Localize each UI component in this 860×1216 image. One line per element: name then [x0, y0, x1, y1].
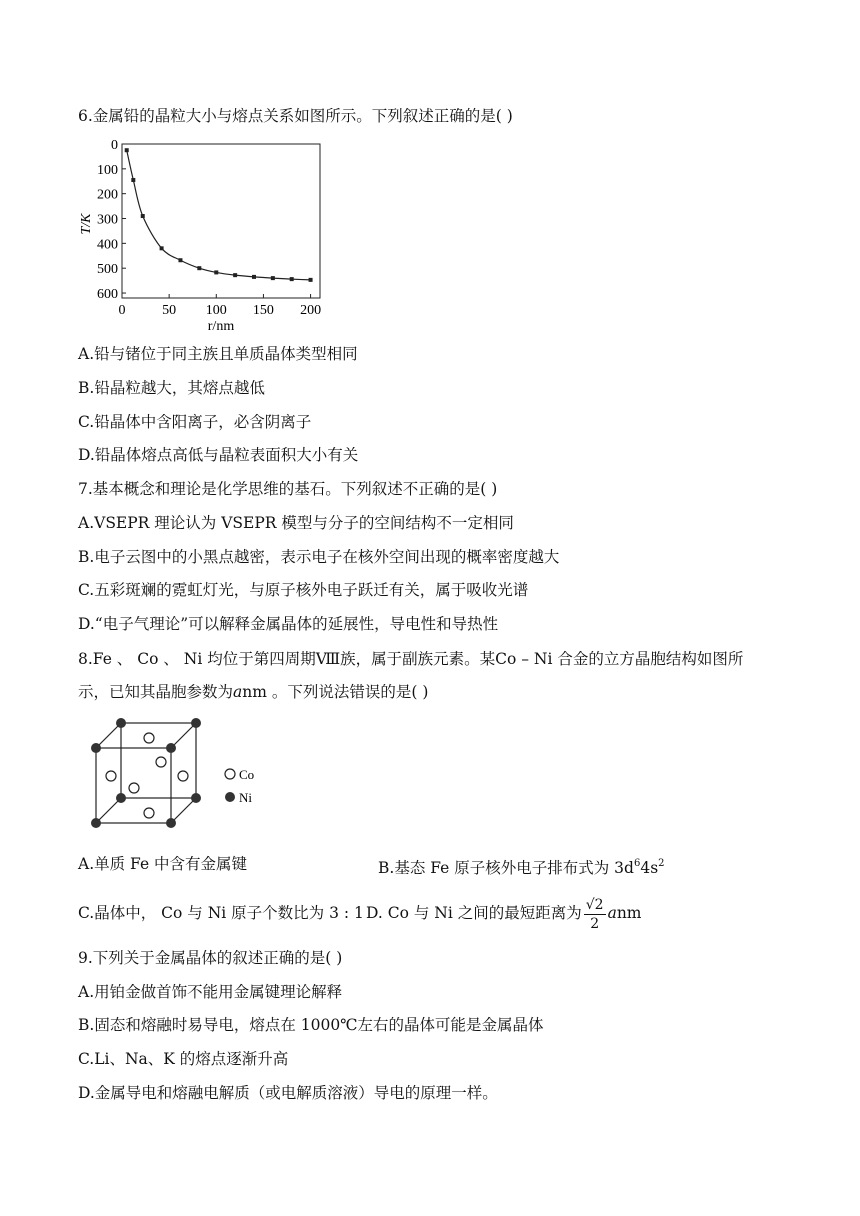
q6-option-c: C.铅晶体中含阳离子，必含阴离子	[78, 413, 312, 431]
ni-legend-label: Ni	[239, 790, 252, 805]
data-point	[178, 258, 182, 262]
q8-option-b-pre: B.基态 Fe 原子核外电子排布式为 3d	[378, 859, 634, 877]
data-point	[197, 266, 201, 270]
data-point	[271, 276, 275, 280]
q8-option-b-sup2: 2	[658, 858, 665, 869]
q8-option-d-post: nm	[616, 904, 642, 922]
q7-option-c: C.五彩斑斓的霓虹灯光，与原子核外电子跃迁有关，属于吸收光谱	[78, 581, 529, 599]
q8-option-d-var: a	[607, 904, 617, 922]
unit-cell-diagram	[84, 716, 284, 836]
q6-option-a: A.铅与锗位于同主族且单质晶体类型相同	[78, 345, 358, 363]
co-legend-icon	[225, 769, 235, 779]
data-point	[233, 273, 237, 277]
y-tick-label: 600	[97, 287, 118, 303]
q8-option-c: C.晶体中， Co 与 Ni 原子个数比为 3 : 1	[78, 904, 364, 922]
x-tick-label: 50	[162, 303, 177, 318]
y-tick-label: 200	[97, 187, 118, 203]
ni-legend-icon	[225, 792, 235, 802]
y-axis-label: T/K	[79, 213, 94, 235]
q8-option-d-pre: D. Co 与 Ni 之间的最短距离为	[366, 904, 582, 922]
q8-option-b-sup1: 6	[633, 858, 641, 869]
q8-option-b-mid: 4s	[640, 859, 659, 877]
data-point	[290, 277, 294, 281]
q7-stem: 7.基本概念和理论是化学思维的基石。下列叙述不正确的是( )	[78, 480, 498, 498]
x-tick-label: 100	[205, 303, 227, 318]
y-tick-label: 100	[97, 162, 118, 178]
y-tick-label: 0	[111, 138, 118, 153]
y-tick-label: 400	[97, 237, 118, 253]
q8-stem-pre: 示，已知其晶胞参数为	[78, 683, 234, 701]
y-tick-label: 300	[97, 212, 118, 228]
q8-stem-var: a	[233, 683, 243, 701]
data-point	[252, 275, 256, 279]
chart-frame	[122, 144, 320, 298]
x-tick-label: 0	[118, 303, 126, 318]
co-atoms	[106, 733, 188, 818]
q9-option-d: D.金属导电和熔融电解质（或电解质溶液）导电的原理一样。	[78, 1084, 498, 1102]
q9-option-a: A.用铂金做首饰不能用金属键理论解释	[78, 983, 343, 1001]
q9-option-c: C.Li、Na、K 的熔点逐渐升高	[78, 1050, 289, 1068]
q8-stem-line2	[78, 681, 428, 703]
q8-option-a: A.单质 Fe 中含有金属键	[78, 855, 248, 873]
q6-option-d: D.铅晶体熔点高低与晶粒表面积大小有关	[78, 446, 359, 464]
q8-option-d-num: √2	[585, 896, 604, 913]
melting-point-chart	[76, 134, 326, 334]
q8-option-d-den: 2	[590, 915, 600, 932]
q7-option-b: B.电子云图中的小黑点越密，表示电子在核外空间出现的概率密度越大	[78, 548, 560, 566]
data-point	[160, 246, 164, 250]
x-axis-label: r/nm	[207, 319, 235, 334]
data-point	[309, 278, 313, 282]
data-point	[214, 270, 218, 274]
q8-option-b	[378, 853, 665, 879]
q6-stem: 6.金属铅的晶粒大小与熔点关系如图所示。下列叙述正确的是( )	[78, 107, 513, 125]
q8-stem-post: nm 。下列说法错误的是( )	[242, 683, 429, 701]
q9-option-b: B.固态和熔融时易导电，熔点在 1000℃左右的晶体可能是金属晶体	[78, 1016, 544, 1034]
x-tick-label: 150	[252, 303, 274, 318]
q8-option-d	[366, 889, 642, 937]
q7-option-a: A.VSEPR 理论认为 VSEPR 模型与分子的空间结构不一定相同	[78, 514, 514, 532]
y-tick-label: 500	[97, 262, 118, 278]
x-tick-label: 200	[300, 303, 322, 318]
data-point	[141, 214, 145, 218]
q9-stem: 9.下列关于金属晶体的叙述正确的是( )	[78, 949, 343, 967]
q8-option-d-fraction	[584, 896, 606, 933]
data-point	[125, 148, 129, 152]
data-point	[131, 178, 135, 182]
data-curve	[127, 150, 311, 280]
q6-option-b: B.铅晶粒越大，其熔点越低	[78, 379, 265, 397]
q8-stem-line1: 8.Fe 、 Co 、 Ni 均位于第四周期Ⅷ族，属于副族元素。某Co – Ni 合金的立方晶胞结构如图所	[78, 650, 744, 668]
q7-option-d: D.“电子气理论”可以解释金属晶体的延展性，导电性和导热性	[78, 615, 499, 633]
data-points	[125, 148, 313, 282]
co-legend-label: Co	[239, 767, 255, 782]
